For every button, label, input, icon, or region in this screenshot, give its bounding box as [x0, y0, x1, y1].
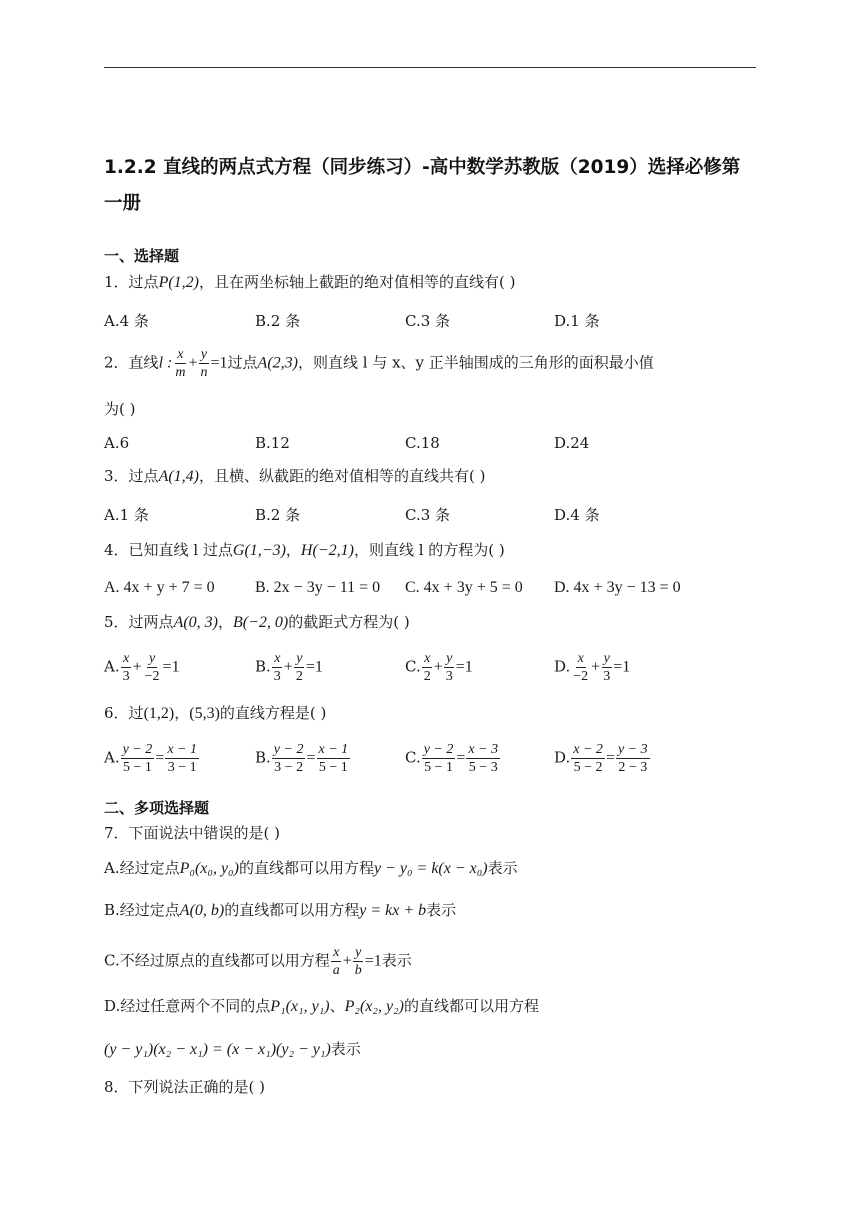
math-point: B(−2, 0) — [233, 614, 289, 631]
q1-option-b[interactable]: B.2 条 — [255, 312, 301, 330]
question-4 — [104, 539, 505, 562]
separator: ， — [218, 613, 234, 631]
question-number: 4． — [104, 541, 129, 559]
q5-option-d[interactable]: D. $\frac{x}{-2}$ + $\frac{y}{3}$ =1 — [554, 651, 631, 684]
question-number: 1． — [104, 273, 129, 291]
q5-option-b[interactable]: B. $\frac{x}{3}$ + $\frac{y}{2}$ =1 — [255, 651, 323, 684]
math-expression: + — [188, 354, 198, 372]
question-number: 2． — [104, 353, 129, 372]
question-text: ，且在两坐标轴上截距的绝对值相等的直线有( ) — [199, 273, 516, 291]
question-text: 过两点 — [128, 613, 174, 631]
separator: ， — [285, 541, 301, 559]
question-1 — [104, 271, 515, 294]
question-number: 3． — [104, 467, 129, 485]
q7-option-c[interactable]: C.不经过原点的直线都可以用方程 $\frac{x}{a}$ + $\frac{y}{b}$ =1表示 — [104, 945, 412, 978]
math-point: H(−2,1) — [300, 542, 354, 559]
q3-option-c[interactable]: C.3 条 — [405, 506, 451, 524]
q7-option-a[interactable]: A.经过定点P₀(x₀, y₀)的直线都可以用方程y − y₀ = k(x − x₀)表示 — [104, 859, 518, 877]
header-rule — [104, 67, 756, 68]
question-text: 下列说法正确的是( ) — [128, 1078, 266, 1096]
question-text: 过点 — [128, 273, 159, 291]
question-3 — [104, 465, 485, 488]
question-5 — [104, 611, 410, 634]
q4-option-a[interactable]: A. 4x + y + 7 = 0 — [104, 579, 215, 596]
question-number: 6． — [104, 704, 129, 722]
question-text: 过 — [128, 704, 144, 722]
q2-option-c[interactable]: C.18 — [405, 434, 440, 452]
q6-option-a[interactable]: A. $\frac{y - 2}{5 - 1}$ = $\frac{x - 1}{3 - 1}$ — [104, 742, 197, 775]
question-text: ，则直线 l 与 x、y 正半轴围成的三角形的面积最小值 — [297, 353, 654, 372]
q1-option-c[interactable]: C.3 条 — [405, 312, 451, 330]
q6-option-b[interactable]: B. $\frac{y - 2}{3 - 2}$ = $\frac{x - 1}{5 - 1}$ — [255, 742, 349, 775]
q3-option-d[interactable]: D.4 条 — [554, 506, 600, 524]
q4-option-b[interactable]: B. 2x − 3y − 11 = 0 — [255, 579, 381, 596]
question-2 — [104, 346, 654, 381]
q7-option-b[interactable]: B.经过定点A(0, b)的直线都可以用方程y = kx + b表示 — [104, 901, 457, 919]
math-expression: l : — [158, 354, 173, 372]
math-expression: =1 — [210, 354, 228, 372]
question-7 — [104, 822, 280, 844]
math-point: A(1,4) — [158, 468, 199, 485]
question-2-continuation: 为( ) — [104, 400, 136, 418]
q3-option-a[interactable]: A.1 条 — [104, 506, 149, 524]
math-point: (5,3) — [189, 705, 220, 722]
question-text: ，则直线 l 的方程为( ) — [353, 541, 505, 559]
math-fraction: $\frac{y}{n}$ — [200, 347, 208, 380]
question-text: 直线 — [128, 353, 159, 372]
q6-option-c[interactable]: C. $\frac{y - 2}{5 - 1}$ = $\frac{x - 3}{5 - 3}$ — [405, 742, 499, 775]
math-point: (1,2) — [143, 705, 175, 722]
question-number: 7． — [104, 824, 129, 842]
math-point: A(0, 3) — [173, 614, 218, 631]
question-number: 5． — [104, 613, 129, 631]
math-point: G(1,−3) — [232, 542, 286, 559]
question-text: ，且横、纵截距的绝对值相等的直线共有( ) — [199, 467, 486, 485]
document-title: 1.2.2 直线的两点式方程（同步练习）-高中数学苏教版（2019）选择必修第一册 — [104, 157, 741, 214]
q5-option-c[interactable]: C. $\frac{x}{2}$ + $\frac{y}{3}$ =1 — [405, 651, 473, 684]
separator: ， — [174, 704, 190, 722]
question-text: 下面说法中错误的是( ) — [128, 824, 281, 842]
math-point: P(1,2) — [158, 274, 199, 291]
math-point: A(2,3) — [257, 354, 298, 372]
q3-option-b[interactable]: B.2 条 — [255, 506, 301, 524]
question-text: 过点 — [227, 353, 258, 372]
q2-option-b[interactable]: B.12 — [255, 434, 290, 452]
q5-option-a[interactable]: A. $\frac{x}{3}$ + $\frac{y}{-2}$ =1 — [104, 651, 180, 684]
q2-option-d[interactable]: D.24 — [554, 434, 590, 452]
question-text: 的直线方程是( ) — [219, 704, 327, 722]
question-text: 已知直线 l 过点 — [128, 541, 233, 559]
question-number: 8． — [104, 1078, 129, 1096]
question-8 — [104, 1076, 265, 1098]
section-heading-multiple-choice: 二、多项选择题 — [104, 799, 210, 817]
q4-option-c[interactable]: C. 4x + 3y + 5 = 0 — [405, 579, 523, 596]
question-6 — [104, 702, 326, 725]
q4-option-d[interactable]: D. 4x + 3y − 13 = 0 — [554, 579, 681, 596]
math-fraction: $\frac{x}{m}$ — [175, 347, 186, 380]
section-heading-single-choice: 一、选择题 — [104, 247, 180, 265]
q2-option-a[interactable]: A.6 — [104, 434, 130, 452]
q7-option-d[interactable]: D.经过任意两个不同的点P₁(x₁, y₁)、P₂(x₂, y₂)的直线都可以用方程 — [104, 997, 539, 1015]
q6-option-d[interactable]: D. $\frac{x - 2}{5 - 2}$ = $\frac{y - 3}{2 - 3}$ — [554, 742, 648, 775]
question-text: 过点 — [128, 467, 159, 485]
q1-option-d[interactable]: D.1 条 — [554, 312, 600, 330]
question-text: 的截距式方程为( ) — [288, 613, 410, 631]
q7-option-d-continuation: (y − y₁)(x₂ − x₁) = (x − x₁)(y₂ − y₁)表示 — [104, 1040, 361, 1058]
q1-option-a[interactable]: A.4 条 — [104, 312, 149, 330]
